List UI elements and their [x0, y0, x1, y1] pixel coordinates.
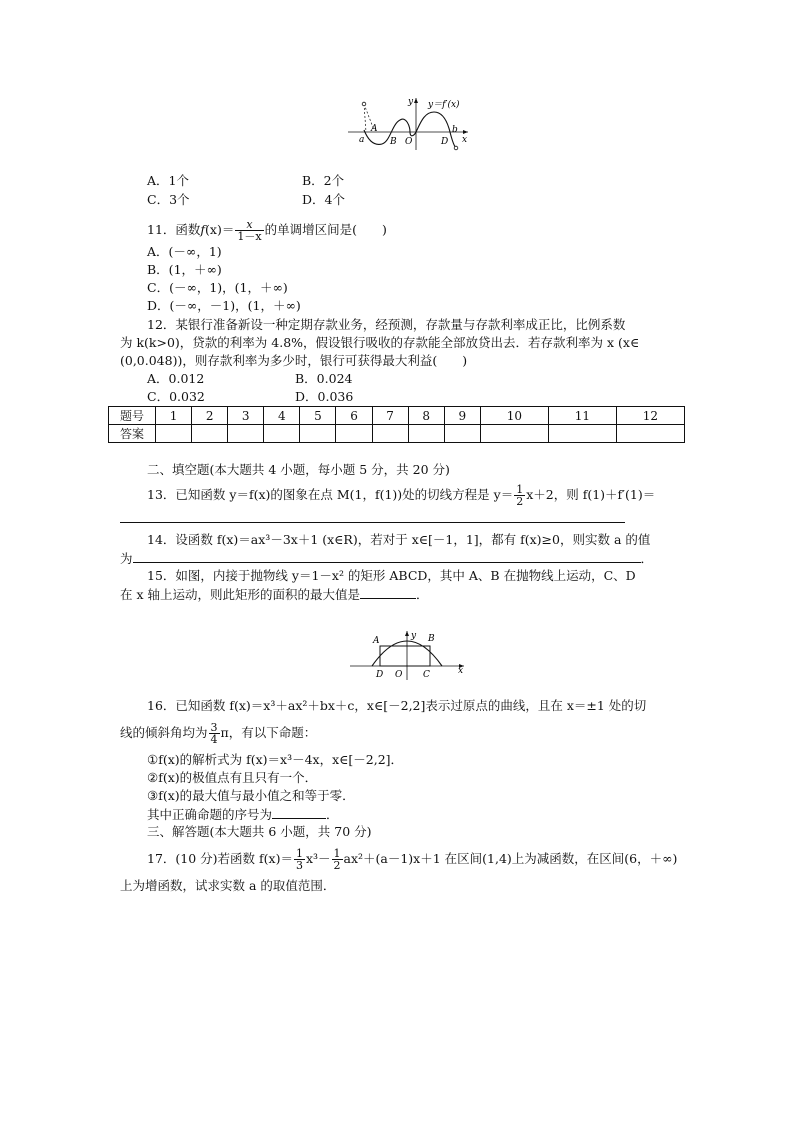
answer-table-row-label: 答案 — [109, 425, 156, 443]
section3-heading: 三、解答题(本大题共 6 小题，共 70 分) — [147, 824, 372, 839]
label-a: a — [359, 135, 365, 145]
q15-answer-blank[interactable] — [360, 586, 416, 599]
q12-line2: 为 k(k>0)，贷款的利率为 4.8%，假设银行吸收的存款能全部放贷出去．若存款利率为 x (x∈ — [120, 335, 640, 350]
q16-period: ． — [326, 807, 339, 822]
q13-den: 2 — [516, 495, 524, 508]
q17-stem — [147, 848, 677, 871]
q16-line2 — [120, 722, 316, 745]
answer-table-num: 10 — [480, 407, 548, 425]
answer-table-num: 3 — [228, 407, 264, 425]
q13-prefix: 13．已知函数 y＝f(x)的图象在点 M(1，f(1))处的切线方程是 y＝ — [147, 487, 514, 502]
label-b: b — [452, 125, 458, 135]
answer-cell[interactable] — [156, 425, 192, 443]
label-x: x — [458, 666, 464, 676]
q11-option-d: D．(－∞，－1)，(1，＋∞) — [147, 298, 301, 313]
answer-table-num: 9 — [444, 407, 480, 425]
answer-cell[interactable] — [228, 425, 264, 443]
q14-line2 — [120, 550, 653, 567]
q17-fraction1 — [294, 848, 305, 871]
q12-line1: 12．某银行准备新设一种定期存款业务，经预测，存款量与存款利率成正比，比例系数 — [147, 317, 626, 332]
q16-item3: ③f(x)的最大值与最小值之和等于零． — [147, 788, 355, 803]
q13-suffix: x＋2，则 f(1)＋f′(1)＝ — [526, 487, 656, 502]
answer-cell[interactable] — [548, 425, 616, 443]
y-axis-arrow — [414, 98, 418, 103]
answer-cell[interactable] — [480, 425, 548, 443]
q17-suffix: ax²＋(a－1)x＋1 在区间(1,4)上为减函数，在区间(6，＋∞) — [343, 851, 678, 866]
q12-option-d: D．0.036 — [295, 389, 354, 404]
answer-cell[interactable] — [372, 425, 408, 443]
q14-period: ． — [640, 551, 654, 566]
answer-cell[interactable] — [616, 425, 684, 443]
answer-table-num: 2 — [192, 407, 228, 425]
q16-item2: ②f(x)的极值点有且只有一个． — [147, 770, 318, 785]
answer-cell[interactable] — [300, 425, 336, 443]
q12-option-a: A．0.012 — [147, 371, 205, 386]
answer-table-answer-row — [109, 425, 685, 443]
answer-table-header-row — [109, 407, 685, 425]
q11-fraction — [235, 219, 263, 242]
answer-cell[interactable] — [192, 425, 228, 443]
answer-cell[interactable] — [264, 425, 300, 443]
q11-suffix: 的单调增区间是( ) — [264, 222, 387, 237]
y-axis-arrow — [405, 631, 409, 636]
answer-table — [108, 406, 685, 443]
label-B: B — [390, 137, 397, 147]
q16-item1: ①f(x)的解析式为 f(x)＝x³－4x，x∈[－2,2]． — [147, 752, 404, 767]
q16-answer-blank[interactable] — [272, 806, 326, 819]
q12-option-c: C．0.032 — [147, 389, 205, 404]
q10-option-b: B．2个 — [302, 173, 345, 188]
q17-mid1: x³－ — [305, 851, 331, 866]
q17-fraction2 — [332, 848, 343, 871]
q17-num1: 1 — [295, 847, 303, 860]
label-y: y — [408, 97, 414, 107]
q15-line1: 15．如图，内接于抛物线 y＝1－x² 的矩形 ABCD，其中 A、B 在抛物线上运动，C、D — [147, 568, 636, 583]
q15-line2 — [120, 586, 429, 603]
q16-ask — [147, 806, 339, 823]
answer-table-num: 4 — [264, 407, 300, 425]
q14-line1: 14．设函数 f(x)＝ax³－3x＋1 (x∈R)，若对于 x∈[－1，1]，都有 f(x)≥0，则实数 a 的值 — [147, 532, 651, 547]
q16-ask-text: 其中正确命题的序号为 — [147, 807, 273, 822]
label-O: O — [395, 670, 403, 680]
q17-prefix: 17．(10 分)若函数 f(x)＝ — [147, 851, 293, 866]
q15-period: ． — [416, 587, 429, 602]
q16-suffix: π，有以下命题： — [220, 725, 317, 740]
q11-option-a: A．(－∞，1) — [147, 244, 222, 259]
answer-table-num: 5 — [300, 407, 336, 425]
parabola-rectangle-graph — [346, 628, 470, 684]
answer-table-num: 8 — [408, 407, 444, 425]
q11-option-b: B．(1，＋∞) — [147, 262, 222, 277]
q11-prefix: 11．函数 — [147, 222, 201, 237]
q11-option-c: C．(－∞，1)，(1，＋∞) — [147, 280, 288, 295]
label-D: D — [441, 137, 449, 147]
q13-answer-blank[interactable] — [120, 512, 625, 523]
q16-num: 3 — [210, 721, 218, 734]
q16-prefix: 线的倾斜角均为 — [120, 725, 208, 740]
answer-cell[interactable] — [336, 425, 372, 443]
q10-option-c: C．3个 — [147, 192, 190, 207]
answer-table-row-label: 题号 — [109, 407, 156, 425]
answer-table-num: 7 — [372, 407, 408, 425]
q12-option-b: B．0.024 — [295, 371, 353, 386]
q16-den: 4 — [210, 733, 218, 746]
answer-table-num: 6 — [336, 407, 372, 425]
answer-table-num: 12 — [616, 407, 684, 425]
q14-prefix: 为 — [120, 551, 133, 566]
label-O: O — [405, 137, 413, 147]
label-x: x — [462, 135, 468, 145]
label-B: B — [428, 634, 435, 644]
answer-table-num: 1 — [156, 407, 192, 425]
q11-stem — [147, 219, 387, 242]
q16-fraction — [209, 722, 220, 745]
label-y: y — [411, 631, 417, 641]
q11-func: f — [200, 222, 206, 237]
label-fn: y＝f′(x) — [428, 100, 460, 110]
q11-den: 1－x — [237, 230, 262, 243]
endpoint-a — [362, 102, 366, 106]
q10-option-d: D．4个 — [302, 192, 345, 207]
q17-num2: 1 — [333, 847, 341, 860]
q17-den2: 2 — [333, 859, 341, 872]
x-axis-arrow — [463, 130, 468, 134]
label-A: A — [371, 124, 378, 134]
label-D: D — [376, 670, 384, 680]
derivative-graph — [344, 94, 474, 154]
label-A: A — [373, 636, 380, 646]
q13-stem — [147, 484, 655, 507]
q12-line3: (0,0.048))，则存款利率为多少时，银行可获得最大利益( ) — [120, 353, 468, 368]
endpoint-b — [454, 146, 458, 150]
label-C: C — [423, 670, 430, 680]
q15-prefix: 在 x 轴上运动，则此矩形的面积的最大值是 — [120, 587, 360, 602]
q16-line1: 16．已知函数 f(x)＝x³＋ax²＋bx＋c，x∈[－2,2]表示过原点的曲线，且在 x＝±1 处的切 — [147, 698, 647, 713]
q17-line2: 上为增函数，试求实数 a 的取值范围． — [120, 878, 336, 893]
q11-num: x — [235, 219, 263, 231]
answer-table-num: 11 — [548, 407, 616, 425]
q13-num: 1 — [516, 483, 524, 496]
q10-option-a: A．1个 — [147, 173, 189, 188]
q17-den1: 3 — [295, 859, 303, 872]
q11-arg: (x)＝ — [205, 222, 235, 237]
answer-cell[interactable] — [408, 425, 444, 443]
q14-answer-blank[interactable] — [133, 550, 641, 563]
section2-heading: 二、填空题(本大题共 4 小题，每小题 5 分，共 20 分) — [147, 462, 450, 477]
q13-fraction — [514, 484, 525, 507]
answer-cell[interactable] — [444, 425, 480, 443]
